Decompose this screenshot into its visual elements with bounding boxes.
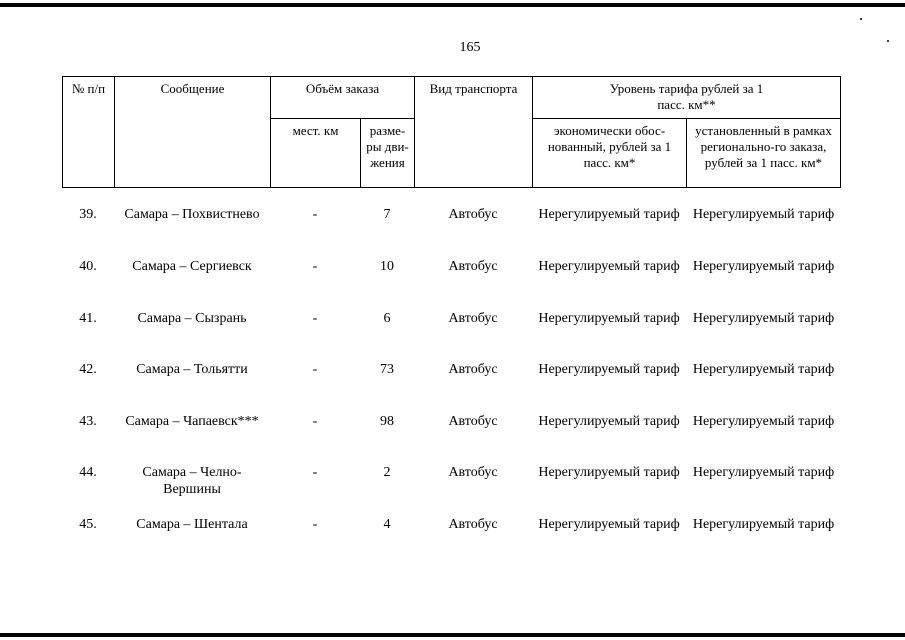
row-num: 39. — [79, 207, 97, 222]
row-economic: Нерегулируемый тариф — [538, 311, 680, 326]
row-transport: Автобус — [448, 465, 498, 480]
row-seat-km: - — [312, 207, 318, 222]
header-order-volume: Объём заказа — [271, 77, 415, 119]
row-transport: Автобус — [448, 362, 498, 377]
row-established: Нерегулируемый тариф — [692, 259, 835, 274]
row-num: 45. — [79, 517, 97, 532]
header-size-traffic: разме-ры дви-жения — [361, 119, 415, 188]
table-row — [62, 206, 841, 246]
row-num: 44. — [79, 465, 97, 480]
table-row — [62, 413, 841, 453]
row-size: 6 — [383, 311, 391, 326]
row-seat-km: - — [312, 465, 318, 480]
row-seat-km: - — [312, 414, 318, 429]
row-size: 73 — [380, 362, 394, 377]
row-transport: Автобус — [448, 259, 498, 274]
table-row — [62, 361, 841, 401]
header-num: № п/п — [63, 77, 115, 188]
scan-speck — [860, 18, 862, 20]
row-num: 43. — [79, 414, 97, 429]
row-established: Нерегулируемый тариф — [692, 414, 835, 429]
row-economic: Нерегулируемый тариф — [538, 414, 680, 429]
row-economic: Нерегулируемый тариф — [538, 362, 680, 377]
row-route: Самара – Чапаевск*** — [125, 414, 259, 429]
row-num: 40. — [79, 259, 97, 274]
page-number: 165 — [459, 40, 481, 55]
row-established: Нерегулируемый тариф — [692, 207, 835, 222]
header-economic: экономически обос-нованный, рублей за 1 пасс. км* — [533, 119, 687, 188]
row-economic: Нерегулируемый тариф — [538, 517, 680, 532]
top-border-rule — [0, 3, 905, 7]
header-seat-km: мест. км — [271, 119, 361, 188]
row-transport: Автобус — [448, 311, 498, 326]
row-size: 7 — [383, 207, 391, 222]
header-transport-type: Вид транспорта — [415, 77, 533, 188]
row-seat-km: - — [312, 311, 318, 326]
row-seat-km: - — [312, 362, 318, 377]
table-row — [62, 464, 841, 504]
row-num: 42. — [79, 362, 97, 377]
row-transport: Автобус — [448, 207, 498, 222]
row-transport: Автобус — [448, 517, 498, 532]
row-size: 2 — [383, 465, 391, 480]
row-established: Нерегулируемый тариф — [692, 362, 835, 377]
header-route: Сообщение — [115, 77, 271, 188]
table-row — [62, 310, 841, 350]
header-tariff-level: Уровень тарифа рублей за 1 пасс. км** — [533, 77, 841, 119]
bottom-border-rule — [0, 633, 905, 637]
row-size: 4 — [383, 517, 391, 532]
row-route: Самара – Шентала — [136, 517, 248, 532]
table-row — [62, 258, 841, 298]
row-seat-km: - — [312, 259, 318, 274]
row-economic: Нерегулируемый тариф — [538, 259, 680, 274]
row-route: Самара – Похвистнево — [124, 207, 260, 222]
row-num: 41. — [79, 311, 97, 326]
row-established: Нерегулируемый тариф — [692, 311, 835, 326]
row-transport: Автобус — [448, 414, 498, 429]
row-size: 10 — [380, 259, 394, 274]
row-economic: Нерегулируемый тариф — [538, 465, 680, 480]
row-size: 98 — [380, 414, 394, 429]
table-header — [62, 76, 841, 188]
row-route: Самара – Сызрань — [137, 311, 247, 326]
row-route: Самара – Челно-Вершины — [142, 465, 242, 497]
header-established: установленный в рамках регионально-го заказа, рублей за 1 пасс. км* — [687, 119, 841, 188]
row-established: Нерегулируемый тариф — [692, 517, 835, 532]
row-economic: Нерегулируемый тариф — [538, 207, 680, 222]
table-row — [62, 516, 841, 556]
row-seat-km: - — [312, 517, 318, 532]
row-established: Нерегулируемый тариф — [692, 465, 835, 480]
row-route: Самара – Сергиевск — [132, 259, 252, 274]
row-route: Самара – Тольятти — [136, 362, 248, 377]
